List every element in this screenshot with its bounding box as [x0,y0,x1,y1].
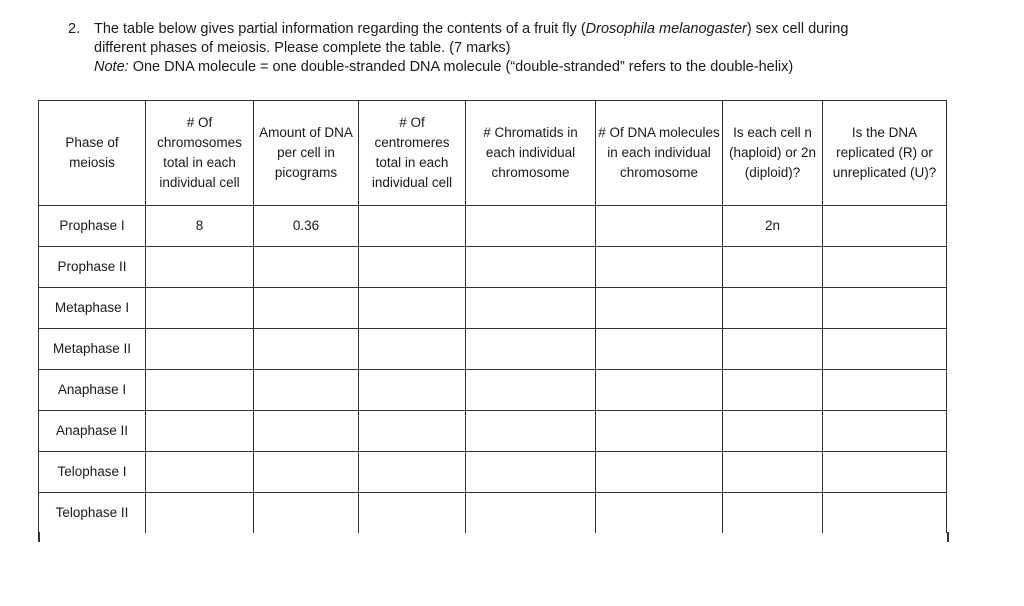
cell-centromeres[interactable] [359,206,466,247]
cell-dna-amount[interactable] [254,370,359,411]
cell-dna-amount[interactable] [254,411,359,452]
cell-dna-amount[interactable] [254,493,359,534]
cell-centromeres[interactable] [359,370,466,411]
cell-chromatids[interactable] [466,206,596,247]
phase-label: Metaphase I [39,288,146,329]
header-chromosomes: # Of chromosomes total in each individual cell [146,101,254,206]
cell-replication[interactable] [823,452,947,493]
cell-replication[interactable] [823,247,947,288]
cell-ploidy[interactable] [723,329,823,370]
cell-replication[interactable] [823,288,947,329]
table-row [39,370,947,411]
cell-dna-amount[interactable]: 0.36 [254,206,359,247]
cell-chromatids[interactable] [466,288,596,329]
cell-ploidy[interactable] [723,411,823,452]
meiosis-table [38,100,947,533]
cell-chromosomes[interactable] [146,370,254,411]
question-line-1 [68,20,968,39]
cell-chromatids[interactable] [466,329,596,370]
phase-label: Prophase I [39,206,146,247]
header-ploidy: Is each cell n (haploid) or 2n (diploid)? [723,101,823,206]
cell-dna-amount[interactable] [254,288,359,329]
cell-chromatids[interactable] [466,493,596,534]
table-row [39,411,947,452]
header-row [39,101,947,206]
cell-ploidy[interactable] [723,247,823,288]
header-centromeres: # Of centromeres total in each individual cell [359,101,466,206]
cell-replication[interactable] [823,370,947,411]
table-row [39,288,947,329]
cell-chromosomes[interactable] [146,452,254,493]
cell-dna-molecules[interactable] [596,206,723,247]
cell-ploidy[interactable] [723,288,823,329]
cell-chromatids[interactable] [466,247,596,288]
cell-centromeres[interactable] [359,329,466,370]
question-line-1-start: The table below gives partial information regarding the contents of a fruit fly ( [94,21,586,37]
phase-label: Prophase II [39,247,146,288]
cell-dna-molecules[interactable] [596,370,723,411]
cell-replication[interactable] [823,206,947,247]
question-note [68,58,968,77]
phase-label: Metaphase II [39,329,146,370]
table-edge-right [947,532,949,542]
cell-chromosomes[interactable] [146,288,254,329]
cell-replication[interactable] [823,329,947,370]
phase-label: Anaphase I [39,370,146,411]
phase-label: Anaphase II [39,411,146,452]
cell-dna-amount[interactable] [254,247,359,288]
question-line-2 [68,39,968,58]
cell-centromeres[interactable] [359,493,466,534]
cell-chromosomes[interactable] [146,493,254,534]
cell-chromatids[interactable] [466,452,596,493]
header-phase: Phase of meiosis [39,101,146,206]
cell-dna-molecules[interactable] [596,247,723,288]
note-text: One DNA molecule = one double-stranded DNA molecule (“double-stranded” refers to the double-helix) [128,59,794,75]
phase-label: Telophase I [39,452,146,493]
cell-ploidy[interactable] [723,493,823,534]
table-edge-left [38,532,40,542]
cell-dna-molecules[interactable] [596,288,723,329]
table-row [39,452,947,493]
cell-ploidy[interactable] [723,370,823,411]
cell-centromeres[interactable] [359,452,466,493]
header-chromatids: # Chromatids in each individual chromosome [466,101,596,206]
header-replication: Is the DNA replicated (R) or unreplicated (U)? [823,101,947,206]
table-row [39,206,947,247]
cell-chromosomes[interactable] [146,247,254,288]
question-number: 2. [68,21,81,37]
cell-centromeres[interactable] [359,411,466,452]
cell-chromosomes[interactable]: 8 [146,206,254,247]
cell-centromeres[interactable] [359,247,466,288]
cell-dna-amount[interactable] [254,329,359,370]
cell-ploidy[interactable]: 2n [723,206,823,247]
cell-chromatids[interactable] [466,411,596,452]
table-row [39,329,947,370]
note-label: Note: [94,59,129,75]
question-text [68,20,968,77]
cell-dna-molecules[interactable] [596,411,723,452]
cell-dna-molecules[interactable] [596,493,723,534]
phase-label: Telophase II [39,493,146,534]
cell-replication[interactable] [823,411,947,452]
question-line-1-end: ) sex cell during [746,21,849,37]
question-instructions: different phases of meiosis. Please complete the table. (7 marks) [94,40,511,56]
cell-chromatids[interactable] [466,370,596,411]
cell-chromosomes[interactable] [146,329,254,370]
species-name: Drosophila melanogaster [585,21,747,37]
cell-dna-molecules[interactable] [596,452,723,493]
cell-chromosomes[interactable] [146,411,254,452]
header-dna-amount: Amount of DNA per cell in picograms [254,101,359,206]
cell-centromeres[interactable] [359,288,466,329]
header-dna-molecules: # Of DNA molecules in each individual chromosome [596,101,723,206]
cell-replication[interactable] [823,493,947,534]
table-row [39,493,947,534]
cell-dna-molecules[interactable] [596,329,723,370]
table-row [39,247,947,288]
cell-ploidy[interactable] [723,452,823,493]
cell-dna-amount[interactable] [254,452,359,493]
